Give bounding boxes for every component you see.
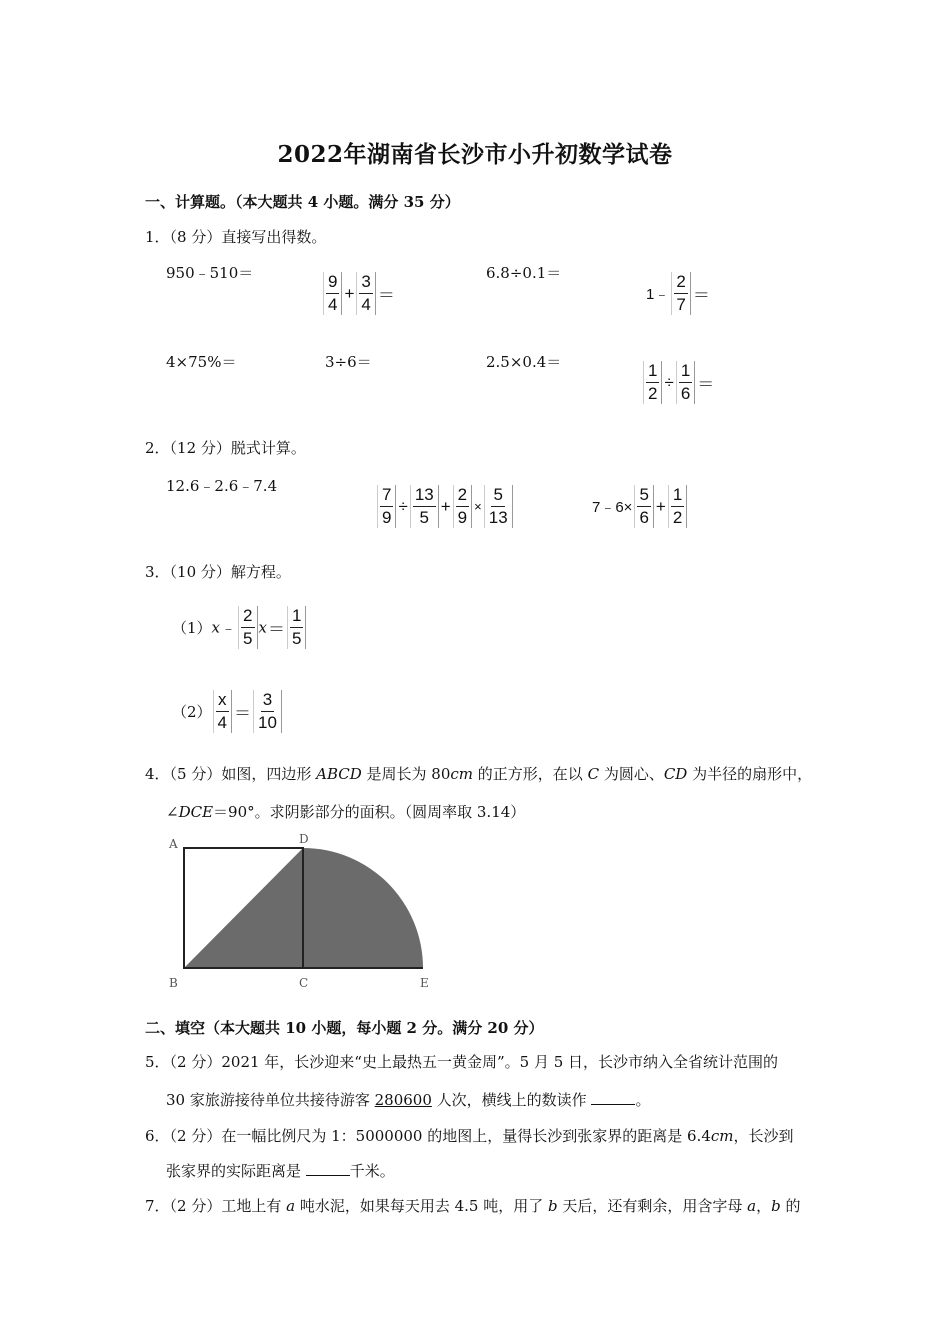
fraction: $\frac{3}{10}$ xyxy=(253,690,282,733)
fraction: $\frac{2}{5}$ xyxy=(238,606,257,649)
question-4-line-1: 4．（5 分）如图，四边形 ABCD 是周长为 80cm 的正方形，在以 C 为圆心、CD 为半径的扇形中， xyxy=(145,765,813,783)
q1-item-b: $\frac{9}{4}$ + $\frac{3}{4}$ ＝ xyxy=(322,272,396,315)
label-c: C xyxy=(299,976,309,990)
fraction: $\frac{13}{5}$ xyxy=(410,485,439,528)
question-5-line-2: 30 家旅游接待单位共接待游客 280600 人次，横线上的数读作 。 xyxy=(166,1091,651,1109)
q2-item-a: 12.6﹣2.6﹣7.4 xyxy=(166,477,278,495)
fraction: $\frac{1}{2}$ xyxy=(668,485,687,528)
fraction: $\frac{2}{7}$ xyxy=(671,272,690,315)
q1-item-a: 950﹣510＝ xyxy=(166,264,254,282)
q1-item-f: 3÷6＝ xyxy=(325,353,372,371)
underlined-number: 280600 xyxy=(374,1091,432,1109)
fraction: $\frac{9}{4}$ xyxy=(323,272,342,315)
question-2-label: 2．（12 分）脱式计算。 xyxy=(145,439,306,457)
fraction: $\frac{3}{4}$ xyxy=(356,272,375,315)
question-5-line-1: 5．（2 分）2021 年，长沙迎来“史上最热五一黄金周”。5 月 5 日，长沙市纳入全省统计范围的 xyxy=(145,1053,779,1071)
q3-equation-2: （2） $\frac{x}{4}$ ＝ $\frac{3}{10}$ xyxy=(172,690,283,733)
question-7-line-1: 7．（2 分）工地上有 a 吨水泥，如果每天用去 4.5 吨，用了 b 天后，还有剩余，用含字母 a，b 的 xyxy=(145,1197,801,1215)
question-1-label: 1．（8 分）直接写出得数。 xyxy=(145,228,327,246)
q1-item-e: 4×75%＝ xyxy=(166,353,237,371)
q1-item-h: $\frac{1}{2}$ ÷ $\frac{1}{6}$ ＝ xyxy=(642,361,715,404)
fraction: $\frac{1}{5}$ xyxy=(287,606,306,649)
fraction: $\frac{5}{13}$ xyxy=(484,485,513,528)
q1-item-d: 1﹣ $\frac{2}{7}$ ＝ xyxy=(646,272,710,314)
question-4-line-2: ∠DCE＝90°。求阴影部分的面积。（圆周率取 3.14） xyxy=(166,803,526,821)
label-d: D xyxy=(299,832,309,846)
q1-item-c: 6.8÷0.1＝ xyxy=(486,264,562,282)
label-b: B xyxy=(169,976,178,990)
answer-blank xyxy=(306,1161,350,1176)
section-heading-1: 一、计算题。（本大题共 4 小题。满分 35 分） xyxy=(145,193,460,211)
fraction: $\frac{1}{6}$ xyxy=(676,361,695,404)
fraction: $\frac{7}{9}$ xyxy=(377,485,396,528)
section-heading-2: 二、填空（本大题共 10 小题，每小题 2 分。满分 20 分） xyxy=(145,1019,544,1037)
fraction: $\frac{2}{9}$ xyxy=(453,485,472,528)
q3-equation-1: （1）x﹣ $\frac{2}{5}$ x＝ $\frac{1}{5}$ xyxy=(172,606,307,649)
q2-item-b: $\frac{7}{9}$ ÷ $\frac{13}{5}$ + $\frac{2}{9}$ × $\frac{5}{13}$ xyxy=(376,485,514,528)
answer-blank xyxy=(591,1090,635,1105)
question-6-line-2: 张家界的实际距离是 千米。 xyxy=(166,1162,395,1180)
page-title: 2022年湖南省长沙市小升初数学试卷 xyxy=(277,141,673,168)
question-6-line-1: 6．（2 分）在一幅比例尺为 1：5000000 的地图上，量得长沙到张家界的距离是 6.4cm，长沙到 xyxy=(145,1127,794,1145)
geometry-figure xyxy=(162,830,442,994)
question-3-label: 3．（10 分）解方程。 xyxy=(145,563,291,581)
fraction: $\frac{x}{4}$ xyxy=(213,690,232,733)
label-a: A xyxy=(169,837,178,851)
fraction: $\frac{1}{2}$ xyxy=(643,361,662,404)
q1-item-g: 2.5×0.4＝ xyxy=(486,353,562,371)
fraction: $\frac{5}{6}$ xyxy=(634,485,653,528)
label-e: E xyxy=(420,976,429,990)
q2-item-c: 7﹣6× $\frac{5}{6}$ + $\frac{1}{2}$ xyxy=(591,485,688,528)
